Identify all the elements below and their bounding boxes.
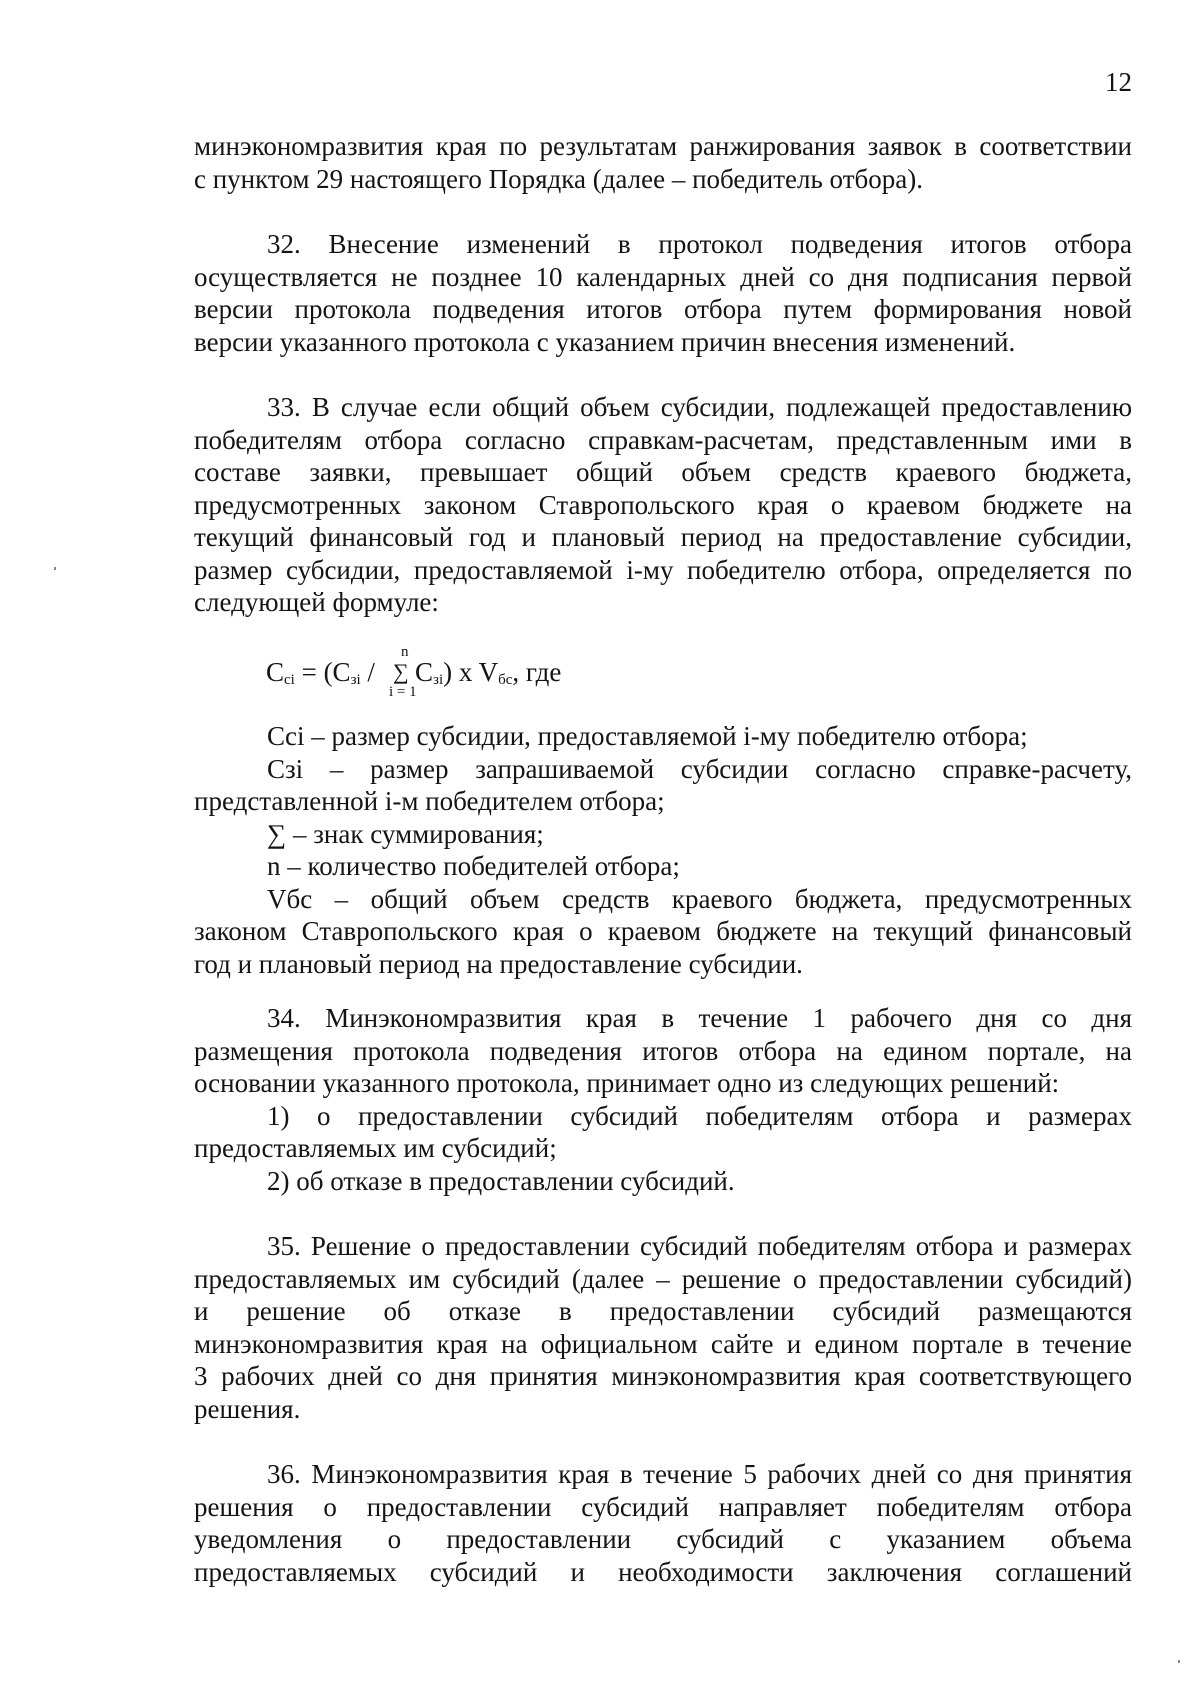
sigma-upper-limit: n bbox=[401, 644, 409, 660]
scan-speck bbox=[54, 567, 56, 570]
paragraph-31-continuation bbox=[194, 130, 1132, 195]
paragraph-33 bbox=[194, 391, 1132, 619]
text-line: 35. Решение о предоставлении субсидий победителям отбора и размерах bbox=[267, 1231, 1132, 1261]
paragraph-35 bbox=[194, 1230, 1132, 1425]
definition-line: год и плановый период на предоставление субсидии. bbox=[194, 948, 803, 979]
formula-definitions bbox=[194, 720, 1132, 980]
text-line: следующей формуле: bbox=[194, 587, 439, 617]
definition-line: Сзi – размер запрашиваемой субсидии согласно справке-расчету, bbox=[267, 753, 1132, 784]
text-line: 3 рабочих дней со дня принятия минэкономразвития края соответствующего bbox=[194, 1361, 1132, 1391]
text-line: 33. В случае если общий объем субсидии, подлежащей предоставлению bbox=[267, 392, 1132, 422]
text-line: 1) о предоставлении субсидий победителям отбора и размерах bbox=[267, 1100, 1132, 1131]
text-line: размер субсидии, предоставляемой i-му победителю отбора, определяется по bbox=[194, 554, 1132, 585]
definition-line: законом Ставропольского края о краевом бюджете на текущий финансовый bbox=[194, 916, 1132, 946]
definition-line: ∑ – знак суммирования; bbox=[267, 818, 544, 849]
definition-line: Cсi – размер субсидии, предоставляемой i-му победителю отбора; bbox=[267, 721, 1028, 751]
text-line: текущий финансовый год и плановый период на предоставление субсидии, bbox=[194, 522, 1132, 552]
text-line: уведомления о предоставлении субсидий с указанием объема bbox=[194, 1524, 1132, 1554]
text-line: предусмотренных законом Ставропольского края о краевом бюджете на bbox=[194, 489, 1132, 520]
text-line: 32. Внесение изменений в протокол подведения итогов отбора bbox=[267, 229, 1132, 259]
text-line: предоставляемых им субсидий; bbox=[194, 1133, 557, 1163]
text-line: составе заявки, превышает общий объем средств краевого бюджета, bbox=[194, 457, 1132, 487]
text-line: решения о предоставлении субсидий направляет победителям отбора bbox=[194, 1491, 1132, 1522]
text-line: решения. bbox=[194, 1393, 301, 1424]
paragraph-32 bbox=[194, 228, 1132, 358]
sigma-symbol: ∑ bbox=[393, 659, 409, 684]
text-line: предоставляемых им субсидий (далее – решение о предоставлении субсидий) bbox=[194, 1263, 1132, 1294]
formula-right-part: $C_{зi}$) x $V_{бс}$, где bbox=[415, 657, 562, 688]
text-line: минэкономразвития края на официальном сайте и едином портале в течение bbox=[194, 1328, 1132, 1359]
definition-line: Vбс – общий объем средств краевого бюджета, предусмотренных bbox=[267, 883, 1132, 914]
sigma-lower-limit: i = 1 bbox=[389, 684, 417, 700]
formula-left-part: $C_{ci} = (C_{зi}$ / bbox=[266, 657, 375, 688]
text-line: с пунктом 29 настоящего Порядка (далее – победитель отбора). bbox=[194, 163, 923, 194]
text-line: предоставляемых субсидий и необходимости заключения соглашений bbox=[194, 1556, 1132, 1587]
text-line: минэкономразвития края по результатам ранжирования заявок в соответствии bbox=[194, 131, 1132, 161]
text-line: основании указанного протокола, принимает одно из следующих решений: bbox=[194, 1068, 1060, 1098]
text-line: 34. Минэкономразвития края в течение 1 рабочего дня со дня bbox=[267, 1003, 1132, 1033]
paragraph-36 bbox=[194, 1458, 1132, 1588]
paragraph-34 bbox=[194, 1002, 1132, 1197]
definition-line: представленной i-м победителем отбора; bbox=[194, 786, 665, 816]
text-line: осуществляется не позднее 10 календарных дней со дня подписания первой bbox=[194, 261, 1132, 292]
scan-speck bbox=[1178, 1660, 1180, 1663]
definition-line: n – количество победителей отбора; bbox=[267, 851, 680, 881]
text-line: 2) об отказе в предоставлении субсидий. bbox=[267, 1165, 735, 1196]
text-line: версии протокола подведения итогов отбора путем формирования новой bbox=[194, 294, 1132, 324]
text-line: и решение об отказе в предоставлении субсидий размещаются bbox=[194, 1296, 1132, 1326]
text-line: версии указанного протокола с указанием причин внесения изменений. bbox=[194, 326, 1016, 357]
page-number: 12 bbox=[1105, 67, 1132, 97]
text-line: победителям отбора согласно справкам-расчетам, представленным ими в bbox=[194, 424, 1132, 455]
text-line: 36. Минэкономразвития края в течение 5 рабочих дней со дня принятия bbox=[267, 1459, 1132, 1489]
text-line: размещения протокола подведения итогов отбора на едином портале, на bbox=[194, 1035, 1132, 1066]
